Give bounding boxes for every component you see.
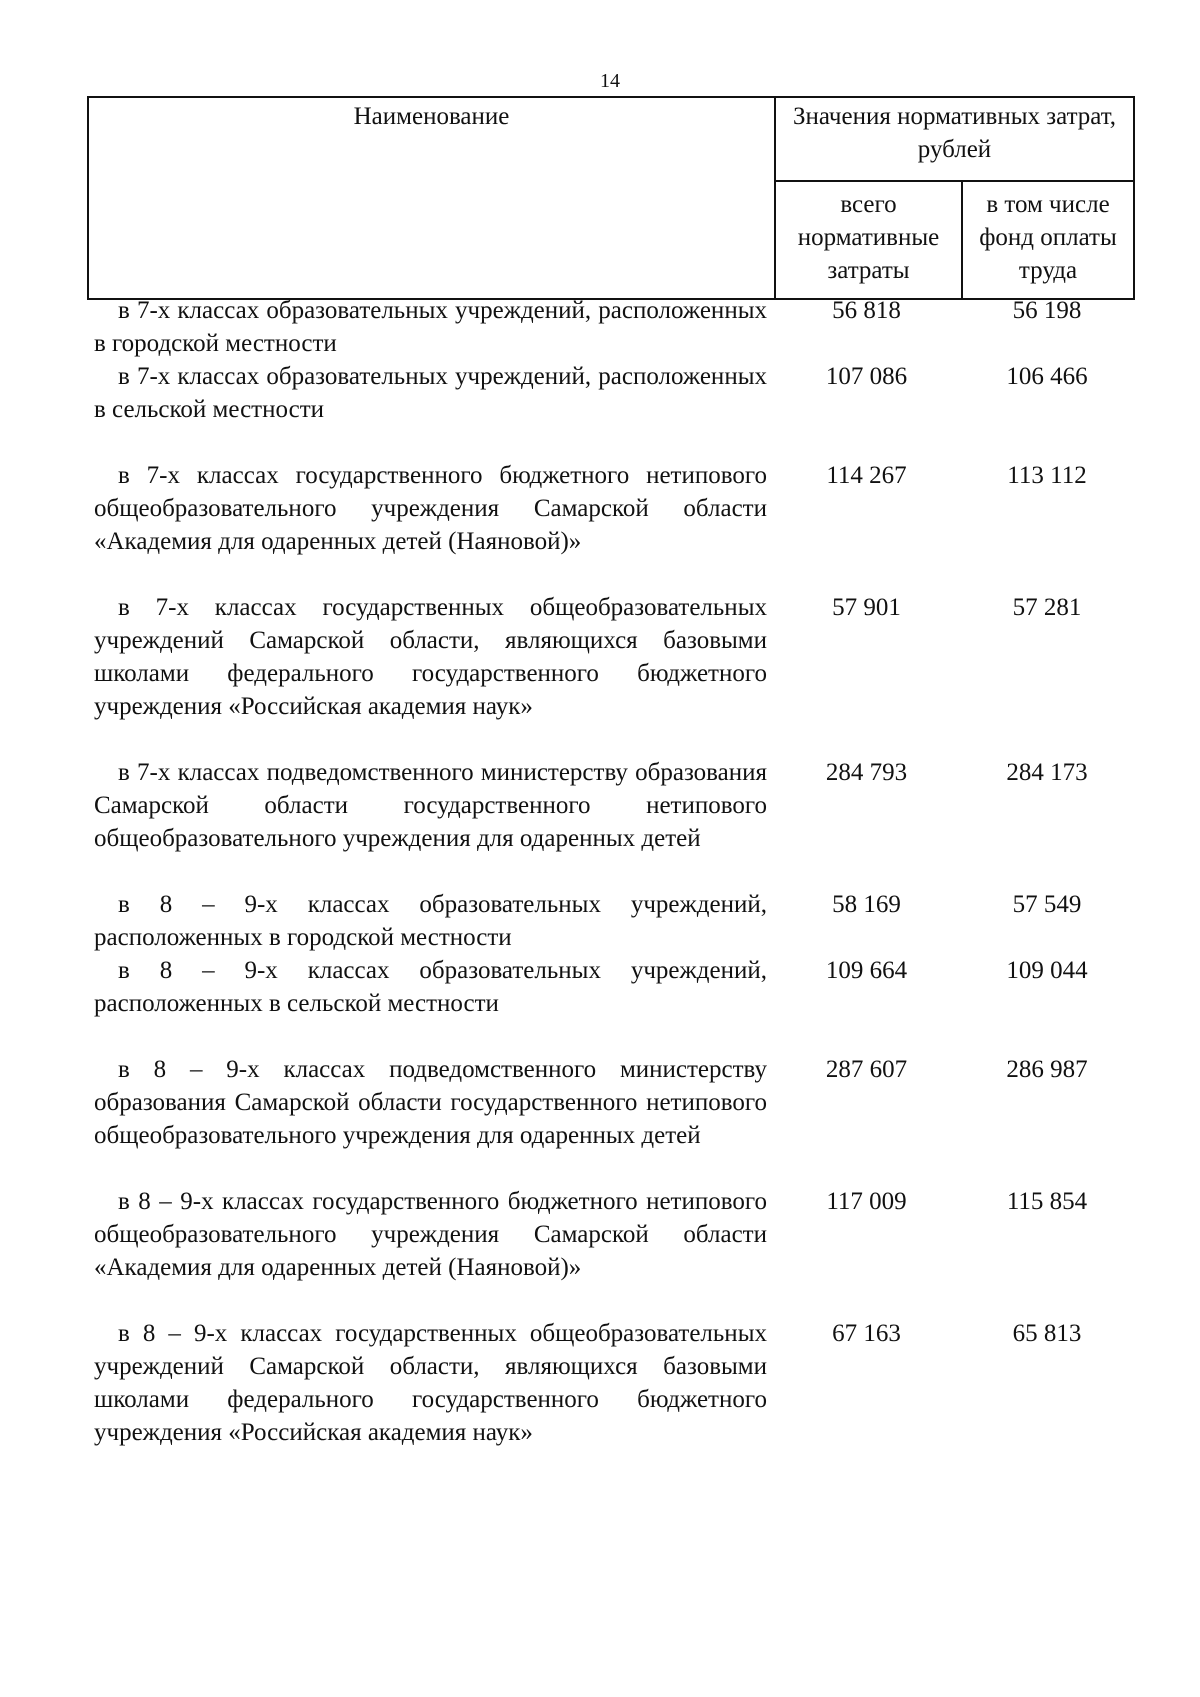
table-row (0, 1317, 1200, 1449)
row-total: 284 793 (825, 759, 908, 786)
row-total: 67 163 (832, 1320, 901, 1347)
row-wage: 115 854 (1006, 1188, 1088, 1215)
row-wage: 56 198 (1012, 297, 1082, 324)
row-wage: 109 044 (1006, 957, 1088, 984)
table-row (0, 360, 1200, 426)
row-name: в 8 – 9-х классах подведомственного министерству образования Самарской области государственного нетипового общеобразовательного учреждения для одаренных детей (94, 1056, 767, 1149)
row-wage: 57 549 (1012, 891, 1082, 918)
column-header-name: Наименование (88, 97, 775, 299)
table-row (0, 954, 1200, 1020)
table-header (87, 96, 1135, 300)
column-header-values: Значения нормативных затрат, рублей (775, 97, 1134, 181)
column-header-wage: в том числе фонд оплаты труда (962, 181, 1134, 299)
row-name: в 7-х классах подведомственного министерству образования Самарской области государственного нетипового общеобразовательного учреждения для одаренных детей (94, 759, 767, 852)
row-wage: 113 112 (1007, 462, 1087, 489)
row-total: 107 086 (825, 363, 908, 390)
row-name: в 7-х классах образовательных учреждений, расположенных в городской местности (94, 297, 767, 357)
row-name: в 8 – 9-х классах государственного бюджетного нетипового общеобразовательного учреждения Самарской области «Академия для одаренных детей (Наяновой)» (94, 1188, 767, 1281)
row-name: в 7-х классах государственных общеобразовательных учреждений Самарской области, являющихся базовыми школами федерального государственного бюджетного учреждения «Российская академия наук» (94, 594, 767, 720)
row-total: 58 169 (832, 891, 901, 918)
table-row (0, 294, 1200, 360)
table-row (0, 756, 1200, 855)
row-total: 109 664 (825, 957, 908, 984)
row-total: 287 607 (825, 1056, 908, 1083)
row-wage: 65 813 (1012, 1320, 1082, 1347)
table-row (0, 1053, 1200, 1152)
row-total: 117 009 (826, 1188, 907, 1215)
row-name: в 8 – 9-х классах образовательных учреждений, расположенных в городской местности (94, 891, 767, 951)
table-row (0, 888, 1200, 954)
row-total: 57 901 (832, 594, 901, 621)
row-name: в 8 – 9-х классах государственных общеобразовательных учреждений Самарской области, являющихся базовыми школами федерального государственного бюджетного учреждения «Российская академия наук» (94, 1320, 767, 1446)
row-wage: 286 987 (1006, 1056, 1088, 1083)
row-total: 56 818 (832, 297, 901, 324)
row-name: в 7-х классах образовательных учреждений, расположенных в сельской местности (94, 363, 767, 423)
table-row (0, 1185, 1200, 1284)
table-body (0, 294, 1200, 1449)
table-row (0, 459, 1200, 558)
column-header-total: всего нормативные затраты (775, 181, 962, 299)
row-total: 114 267 (826, 462, 907, 489)
row-name: в 8 – 9-х классах образовательных учреждений, расположенных в сельской местности (94, 957, 767, 1017)
table-row (0, 591, 1200, 723)
row-wage: 106 466 (1006, 363, 1088, 390)
row-wage: 284 173 (1006, 759, 1088, 786)
row-wage: 57 281 (1012, 594, 1082, 621)
row-name: в 7-х классах государственного бюджетного нетипового общеобразовательного учреждения Самарской области «Академия для одаренных детей (Наяновой)» (94, 462, 767, 555)
page-number: 14 (600, 70, 620, 92)
